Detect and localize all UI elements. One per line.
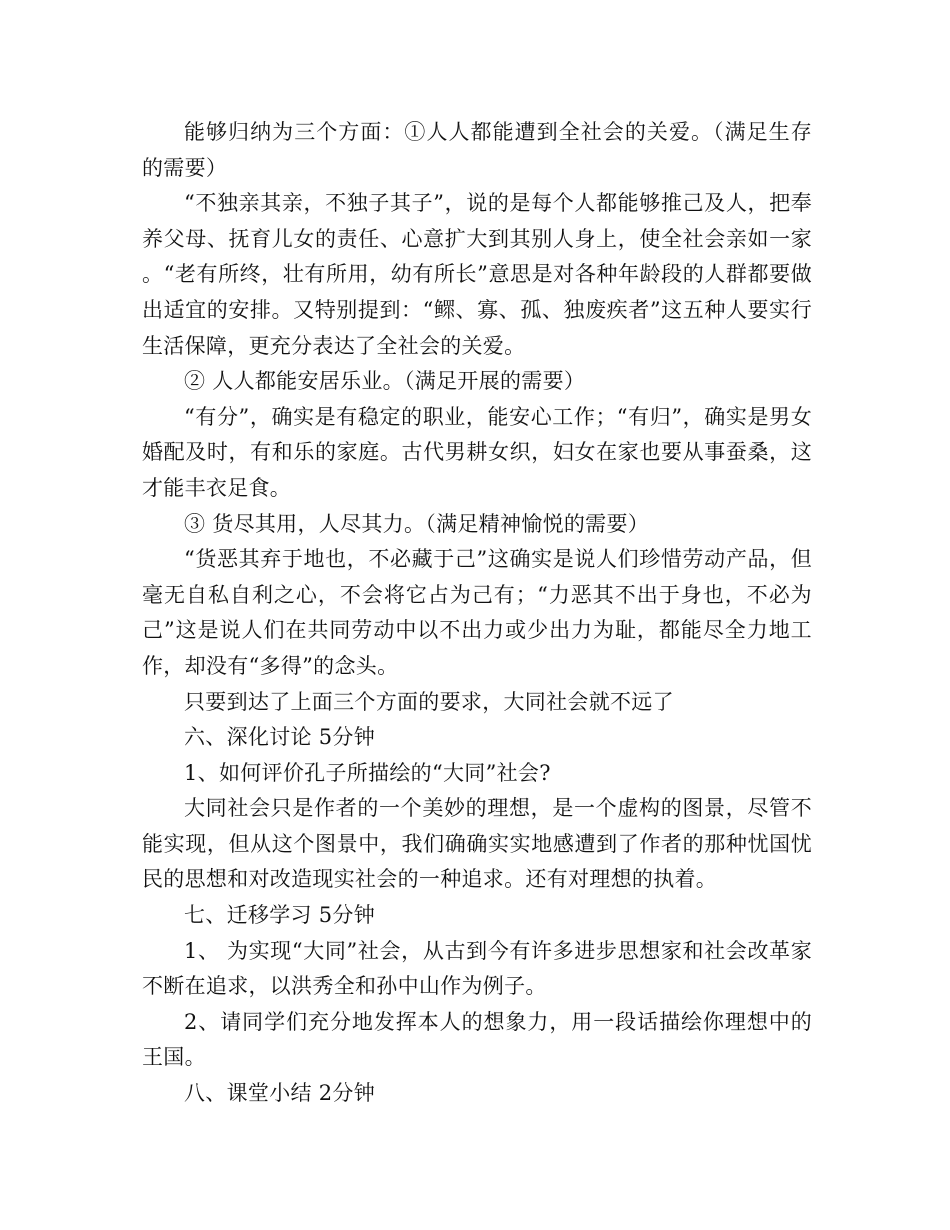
paragraph-work-family: “有分”，确实是有稳定的职业，能安心工作；“有归”，确实是男女婚配及时，有和乐的家庭。古代男耕女织，妇女在家也要从事蚕桑，这才能丰衣足食。: [142, 404, 812, 500]
transfer-item-two: 2、请同学们充分地发挥本人的想象力，用一段话描绘你理想中的王国。: [142, 1009, 812, 1070]
paragraph-point-two: ② 人人都能安居乐业。（满足开展的需要）: [184, 369, 586, 394]
paragraph-care-explanation: “不独亲其亲，不独子其子”，说的是每个人都能够推己及人，把奉养父母、抚育儿女的责任、心意扩大到其别人身上，使全社会亲如一家。“老有所终，壮有所用，幼有所长”意思是对各种年龄段的人群都要做出适宜的安排。又特别提到：“鳏、寡、孤、独废疾者”这五种人要实行生活保障，更充分表达了全社会的关爱。: [142, 191, 812, 358]
section-heading-transfer: 七、迁移学习 5分钟: [184, 903, 376, 928]
discussion-answer: 大同社会只是作者的一个美妙的理想，是一个虚构的图景，尽管不能实现，但从这个图景中，我们确确实实地感遭到了作者的那种忧国忧民的思想和对改造现实社会的一种追求。还有对理想的执着。: [142, 796, 812, 892]
document-body: [142, 115, 812, 1112]
section-heading-discussion: 六、深化讨论 5分钟: [184, 725, 376, 750]
paragraph-three-aspects: 能够归纳为三个方面：①人人都能遭到全社会的关爱。（满足生存的需要）: [142, 120, 812, 180]
paragraph-point-three: ③ 货尽其用，人尽其力。（满足精神愉悦的需要）: [184, 511, 650, 536]
section-heading-summary: 八、课堂小结 2分钟: [184, 1081, 376, 1106]
discussion-question: 1、如何评价孔子所描绘的“大同”社会?: [184, 760, 551, 785]
paragraph-conclusion: 只要到达了上面三个方面的要求，大同社会就不远了: [184, 689, 674, 714]
paragraph-labor-explanation: “货恶其弃于地也，不必藏于己”这确实是说人们珍惜劳动产品，但毫无自私自利之心，不会将它占为己有；“力恶其不出于身也，不必为己”这是说人们在共同劳动中以不出力或少出力为耻，都能尽全力地工作，却没有“多得”的念头。: [142, 547, 812, 678]
transfer-item-one: 1、 为实现“大同”社会，从古到今有许多进步思想家和社会改革家不断在追求，以洪秀全和孙中山作为例子。: [142, 938, 812, 999]
